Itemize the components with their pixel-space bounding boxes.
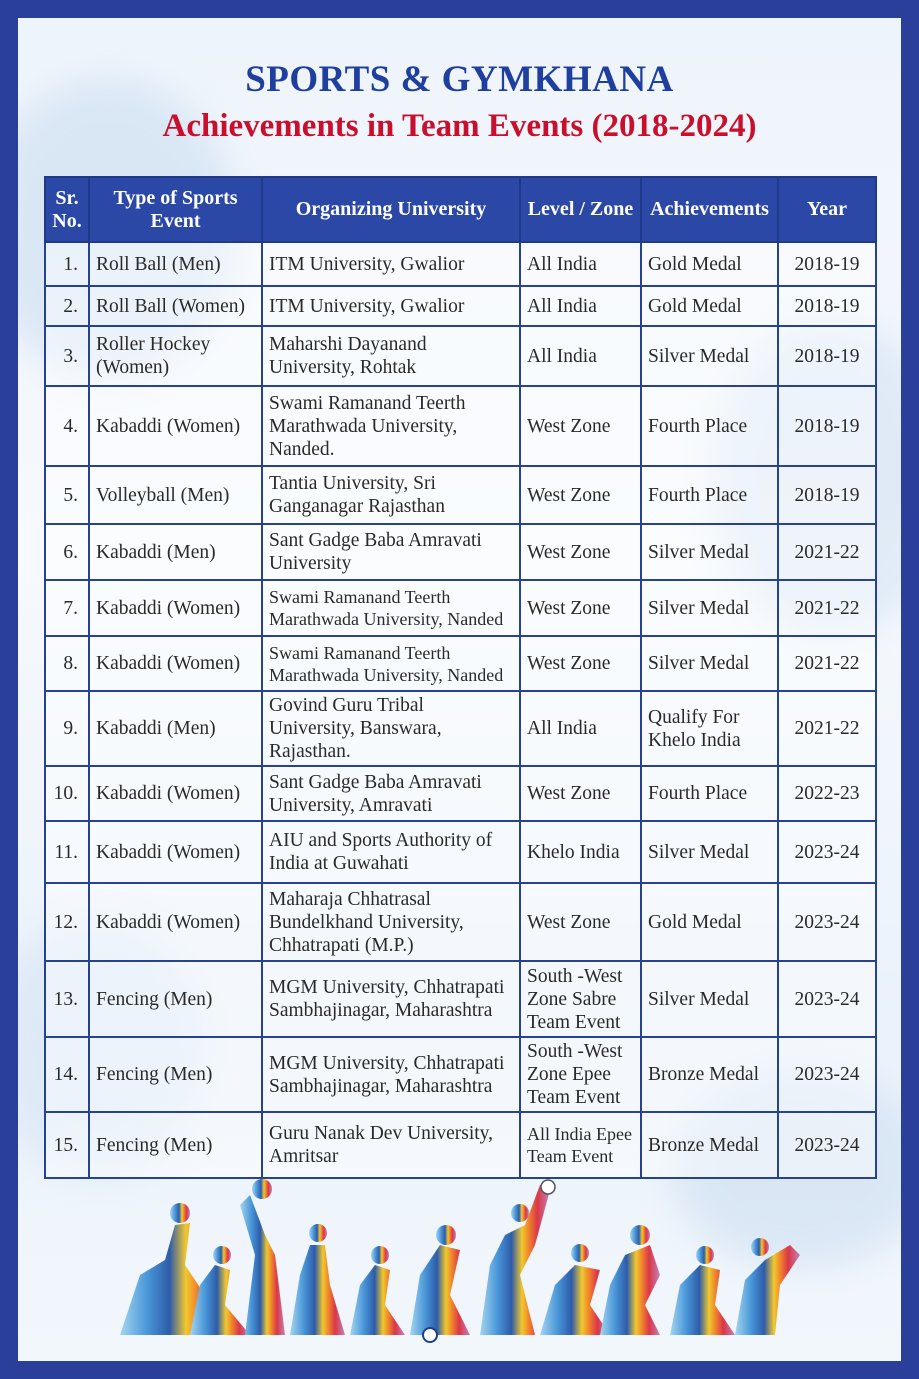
table-cell: AIU and Sports Authority of India at Guwahati (262, 821, 520, 883)
table-cell: 2023-24 (778, 821, 876, 883)
sports-silhouettes-banner (0, 1165, 883, 1343)
table-row (45, 821, 876, 883)
table-cell: West Zone (520, 766, 641, 821)
table-cell: Kabaddi (Women) (89, 821, 262, 883)
column-header: Sr. No. (45, 177, 89, 242)
table-cell: MGM University, Chhatrapati Sambhajinagar, Maharashtra (262, 961, 520, 1037)
table-row (45, 466, 876, 524)
table-cell: 8. (45, 636, 89, 691)
table-cell: Fencing (Men) (89, 1037, 262, 1112)
table-row (45, 691, 876, 766)
table-cell: Kabaddi (Women) (89, 386, 262, 466)
table-cell: 2. (45, 286, 89, 326)
table-cell: 5. (45, 466, 89, 524)
table-row (45, 242, 876, 286)
achievements-table (44, 176, 877, 1179)
table-cell: Roll Ball (Women) (89, 286, 262, 326)
table-cell: Kabaddi (Women) (89, 636, 262, 691)
table-cell: Maharaja Chhatrasal Bundelkhand University, Chhatrapati (M.P.) (262, 883, 520, 961)
table-cell: Bronze Medal (641, 1112, 778, 1178)
table-cell: 3. (45, 326, 89, 386)
table-cell: Swami Ramanand Teerth Marathwada University, Nanded (262, 636, 520, 691)
table-cell: Kabaddi (Women) (89, 883, 262, 961)
table-cell: 14. (45, 1037, 89, 1112)
table-row (45, 524, 876, 580)
table-cell: 2018-19 (778, 242, 876, 286)
table-cell: Gold Medal (641, 286, 778, 326)
table-cell: Silver Medal (641, 524, 778, 580)
table-cell: Swami Ramanand Teerth Marathwada University, Nanded (262, 580, 520, 636)
table-cell: 2018-19 (778, 466, 876, 524)
table-cell: West Zone (520, 466, 641, 524)
table-cell: 2018-19 (778, 286, 876, 326)
table-row (45, 961, 876, 1037)
table-row (45, 766, 876, 821)
table-cell: 2022-23 (778, 766, 876, 821)
table-cell: Fourth Place (641, 766, 778, 821)
page-title: SPORTS & GYMKHANA (245, 59, 674, 100)
table-cell: 2023-24 (778, 1037, 876, 1112)
table-cell: MGM University, Chhatrapati Sambhajinagar, Maharashtra (262, 1037, 520, 1112)
table-cell: Maharshi Dayanand University, Rohtak (262, 326, 520, 386)
table-cell: 2021-22 (778, 691, 876, 766)
table-cell: Volleyball (Men) (89, 466, 262, 524)
table-cell: Kabaddi (Men) (89, 691, 262, 766)
table-cell: All India (520, 691, 641, 766)
table-cell: 2021-22 (778, 636, 876, 691)
table-cell: 10. (45, 766, 89, 821)
table-cell: Fencing (Men) (89, 961, 262, 1037)
table-cell: West Zone (520, 386, 641, 466)
table-cell: 2023-24 (778, 961, 876, 1037)
volleyball-icon (541, 1180, 555, 1194)
table-row (45, 1037, 876, 1112)
table-cell: ITM University, Gwalior (262, 242, 520, 286)
table-cell: Gold Medal (641, 242, 778, 286)
table-cell: All India (520, 242, 641, 286)
table-cell: 13. (45, 961, 89, 1037)
table-cell: Silver Medal (641, 636, 778, 691)
table-cell: Kabaddi (Women) (89, 766, 262, 821)
table-row (45, 883, 876, 961)
table-cell: Silver Medal (641, 580, 778, 636)
football-icon (423, 1328, 437, 1342)
table-row (45, 636, 876, 691)
table-cell: 11. (45, 821, 89, 883)
table-cell: Silver Medal (641, 821, 778, 883)
table-cell: Bronze Medal (641, 1037, 778, 1112)
table-cell: Fourth Place (641, 466, 778, 524)
table-cell: 2023-24 (778, 1112, 876, 1178)
page-subtitle: Achievements in Team Events (2018-2024) (162, 108, 757, 144)
table-cell: ITM University, Gwalior (262, 286, 520, 326)
table-cell: Kabaddi (Men) (89, 524, 262, 580)
table-header-row (45, 177, 876, 242)
table-cell: Silver Medal (641, 961, 778, 1037)
table-cell: West Zone (520, 883, 641, 961)
table-cell: Fourth Place (641, 386, 778, 466)
table-cell: West Zone (520, 636, 641, 691)
table-cell: Fencing (Men) (89, 1112, 262, 1178)
table-cell: South -West Zone Epee Team Event (520, 1037, 641, 1112)
table-row (45, 286, 876, 326)
table-cell: All India (520, 326, 641, 386)
table-cell: Roll Ball (Men) (89, 242, 262, 286)
table-cell: 2023-24 (778, 883, 876, 961)
table-cell: All India Epee Team Event (520, 1112, 641, 1178)
table-cell: Roller Hockey (Women) (89, 326, 262, 386)
table-cell: Gold Medal (641, 883, 778, 961)
table-cell: Kabaddi (Women) (89, 580, 262, 636)
table-cell: 6. (45, 524, 89, 580)
table-cell: 12. (45, 883, 89, 961)
table-cell: All India (520, 286, 641, 326)
table-cell: Sant Gadge Baba Amravati University, Amravati (262, 766, 520, 821)
table-cell: Swami Ramanand Teerth Marathwada University, Nanded. (262, 386, 520, 466)
table-row (45, 326, 876, 386)
table-cell: 7. (45, 580, 89, 636)
table-cell: Silver Medal (641, 326, 778, 386)
table-cell: West Zone (520, 524, 641, 580)
table-body (45, 242, 876, 1178)
column-header: Level / Zone (520, 177, 641, 242)
table-cell: West Zone (520, 580, 641, 636)
table-cell: Khelo India (520, 821, 641, 883)
column-header: Type of Sports Event (89, 177, 262, 242)
table-row (45, 580, 876, 636)
column-header: Year (778, 177, 876, 242)
table-cell: 2021-22 (778, 580, 876, 636)
table-cell: Qualify For Khelo India (641, 691, 778, 766)
table-cell: Guru Nanak Dev University, Amritsar (262, 1112, 520, 1178)
table-cell: 2021-22 (778, 524, 876, 580)
table-cell: 1. (45, 242, 89, 286)
table-cell: South -West Zone Sabre Team Event (520, 961, 641, 1037)
table-cell: Tantia University, Sri Ganganagar Rajasthan (262, 466, 520, 524)
table-cell: 2018-19 (778, 386, 876, 466)
column-header: Achievements (641, 177, 778, 242)
table-cell: Govind Guru Tribal University, Banswara, Rajasthan. (262, 691, 520, 766)
table-cell: 9. (45, 691, 89, 766)
table-cell: 15. (45, 1112, 89, 1178)
table-cell: 4. (45, 386, 89, 466)
column-header: Organizing University (262, 177, 520, 242)
table-cell: Sant Gadge Baba Amravati University (262, 524, 520, 580)
table-row (45, 386, 876, 466)
table-cell: 2018-19 (778, 326, 876, 386)
